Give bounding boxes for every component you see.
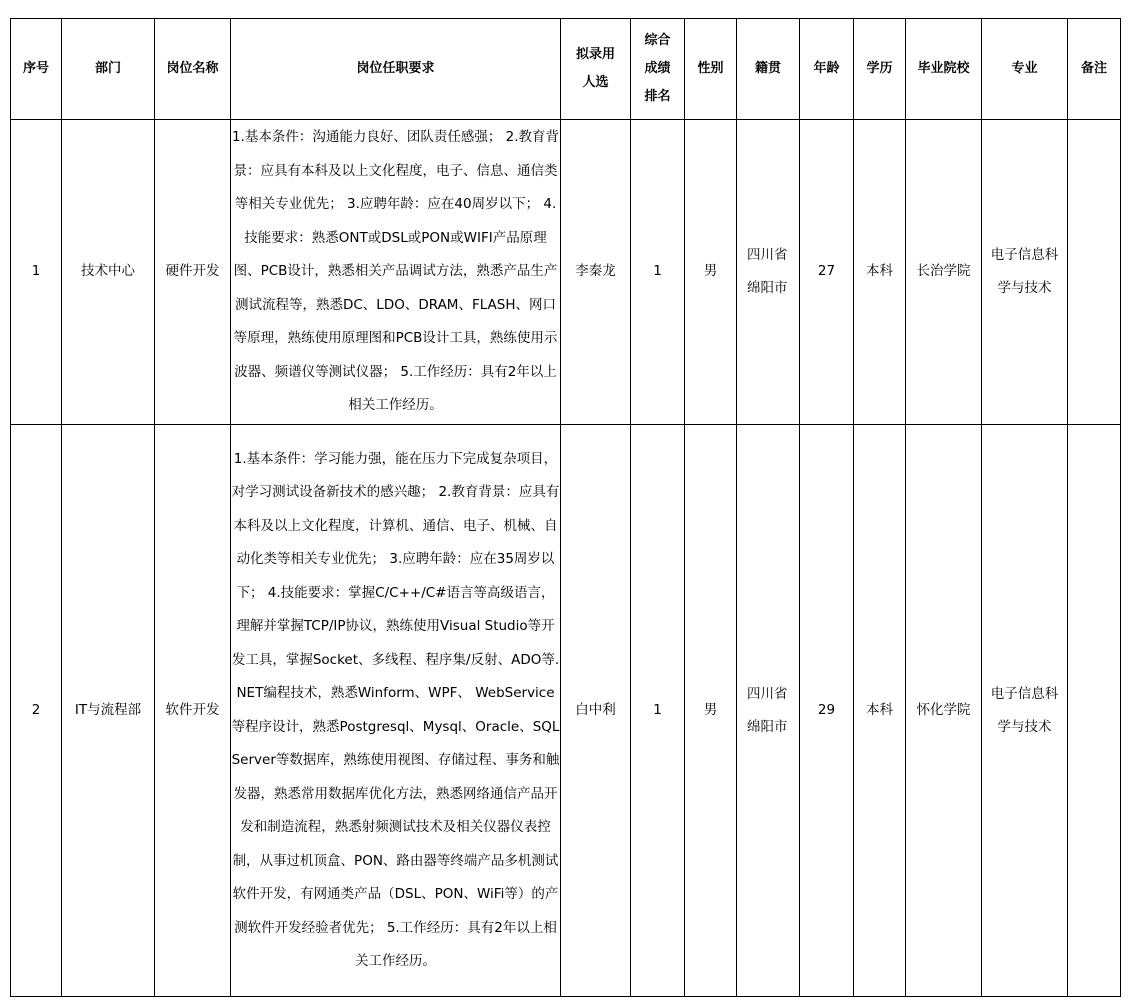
header-education: 学历: [854, 19, 906, 120]
cell-rank: 1: [631, 425, 685, 997]
header-major: 专业: [982, 19, 1068, 120]
cell-school: 长治学院: [906, 120, 982, 425]
cell-gender: 男: [685, 120, 737, 425]
cell-school: 怀化学院: [906, 425, 982, 997]
cell-dept: 技术中心: [62, 120, 155, 425]
cell-origin: 四川省绵阳市: [737, 425, 800, 997]
hiring-table: [10, 18, 1121, 997]
cell-education: 本科: [854, 120, 906, 425]
cell-requirements: 1.基本条件：沟通能力良好、团队责任感强； 2.教育背景：应具有本科及以上文化程度，电子、信息、通信类等相关专业优先； 3.应聘年龄：应在40周岁以下； 4.技能要求：熟悉ONT或DSL或PON或WIFI产品原理图、PCB设计，熟悉相关产品调试方法，熟悉产品生产测试流程等，熟悉DC、LDO、DRAM、FLASH、网口等原理，熟练使用原理图和PCB设计工具，熟练使用示波器、频谱仪等测试仪器； 5.工作经历：具有2年以上相关工作经历。: [231, 120, 561, 425]
cell-origin: 四川省绵阳市: [737, 120, 800, 425]
header-seq: 序号: [11, 19, 62, 120]
cell-education: 本科: [854, 425, 906, 997]
table-row: [11, 425, 1121, 997]
cell-candidate: 白中利: [561, 425, 631, 997]
cell-position: 硬件开发: [155, 120, 231, 425]
cell-requirements: 1.基本条件：学习能力强，能在压力下完成复杂项目，对学习测试设备新技术的感兴趣； 2.教育背景：应具有本科及以上文化程度，计算机、通信、电子、机械、自动化类等相关专业优先； 3.应聘年龄：应在35周岁以下； 4.技能要求：掌握C/C++/C#语言等高级语言，理解并掌握TCP/IP协议，熟练使用Visual Studio等开发工具，掌握Socket、多线程、程序集/反射、ADO等.NET编程技术，熟悉Winform、WPF、 WebService 等程序设计，熟悉Postgresql、Mysql、Oracle、SQL Server等数据库，熟练使用视图、存储过程、事务和触发器，熟悉常用数据库优化方法，熟悉网络通信产品开发和制造流程，熟悉射频测试技术及相关仪器仪表控制，从事过机顶盒、PON、路由器等终端产品多机测试软件开发，有网通类产品（DSL、PON、WiFi等）的产测软件开发经验者优先； 5.工作经历：具有2年以上相关工作经历。: [231, 425, 561, 997]
cell-rank: 1: [631, 120, 685, 425]
header-origin: 籍贯: [737, 19, 800, 120]
header-age: 年龄: [800, 19, 854, 120]
header-dept: 部门: [62, 19, 155, 120]
cell-gender: 男: [685, 425, 737, 997]
header-school: 毕业院校: [906, 19, 982, 120]
cell-age: 29: [800, 425, 854, 997]
cell-major: 电子信息科学与技术: [982, 425, 1068, 997]
cell-remark: [1068, 425, 1121, 997]
header-position: 岗位名称: [155, 19, 231, 120]
cell-seq: 1: [11, 120, 62, 425]
cell-dept: IT与流程部: [62, 425, 155, 997]
cell-age: 27: [800, 120, 854, 425]
header-gender: 性别: [685, 19, 737, 120]
cell-position: 软件开发: [155, 425, 231, 997]
header-candidate: 拟录用人选: [561, 19, 631, 120]
header-remark: 备注: [1068, 19, 1121, 120]
header-requirements: 岗位任职要求: [231, 19, 561, 120]
cell-major: 电子信息科学与技术: [982, 120, 1068, 425]
table-row: [11, 120, 1121, 425]
cell-candidate: 李秦龙: [561, 120, 631, 425]
header-row: [11, 19, 1121, 120]
cell-remark: [1068, 120, 1121, 425]
cell-seq: 2: [11, 425, 62, 997]
header-rank: 综合成绩排名: [631, 19, 685, 120]
